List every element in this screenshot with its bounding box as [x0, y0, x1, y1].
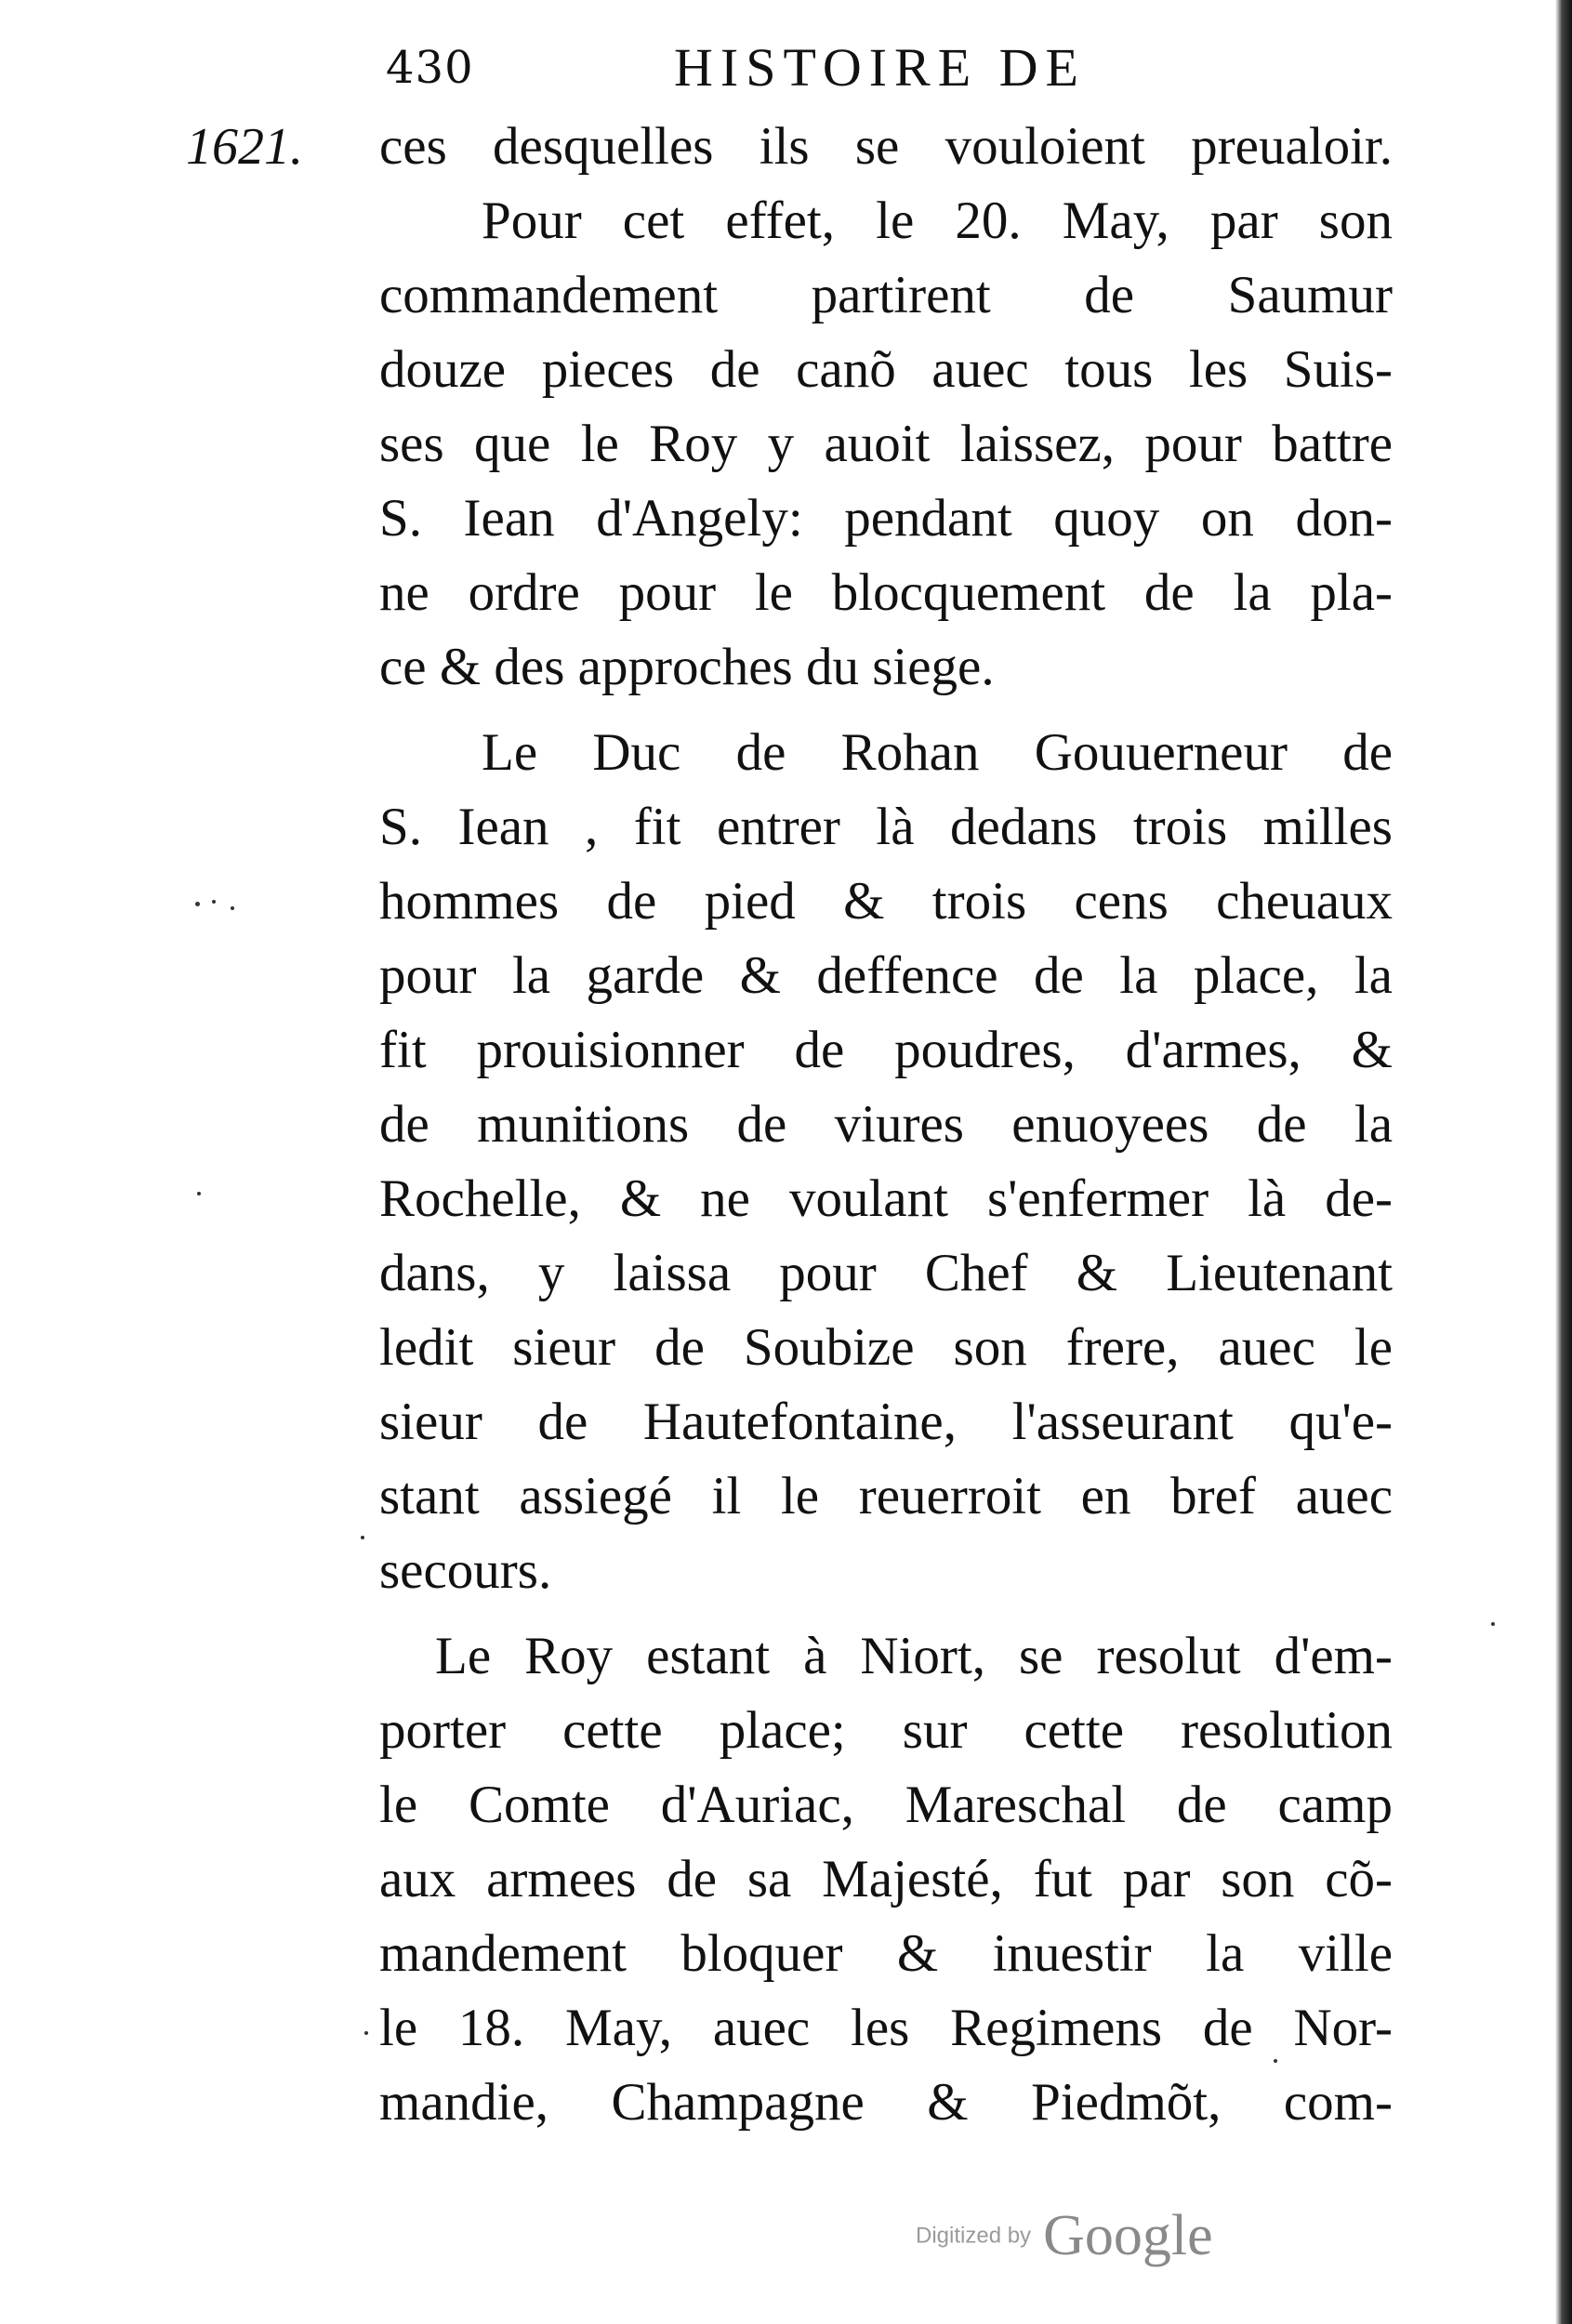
text-line: porter cette place; sur cette resolution — [379, 1701, 1393, 1760]
scan-speck — [197, 1192, 201, 1195]
running-title: HISTOIRE DE — [674, 37, 1086, 98]
text-line: mandement bloquer & inuestir la ville — [379, 1924, 1393, 1983]
text-line: le Comte d'Auriac, Mareschal de camp — [379, 1776, 1393, 1834]
digitized-label: Digitized by — [916, 2223, 1032, 2249]
text-line: aux armees de sa Majesté, fut par son cõ- — [379, 1850, 1393, 1908]
scan-speck — [195, 902, 200, 906]
text-line: ledit sieur de Soubize son frere, auec le — [379, 1318, 1393, 1377]
page-number: 430 — [386, 42, 474, 94]
text-line: le 18. May, auec les Regimens de Nor- — [379, 1999, 1393, 2057]
text-line: Le Roy estant à Niort, se resolut d'em- — [435, 1627, 1393, 1685]
text-line: pour la garde & deffence de la place, la — [379, 946, 1393, 1005]
text-line: hommes de pied & trois cens cheuaux — [379, 872, 1393, 931]
text-line: commandement partirent de Saumur — [379, 266, 1393, 324]
text-line: ses que le Roy y auoit laissez, pour battre — [379, 415, 1393, 473]
scan-speck — [361, 1536, 364, 1539]
body-text — [379, 110, 1393, 2140]
text-line: Rochelle, & ne voulant s'enfermer là de- — [379, 1169, 1393, 1228]
text-line: douze pieces de canõ auec tous les Suis- — [379, 340, 1393, 399]
text-line: Pour cet effet, le 20. May, par son — [482, 191, 1393, 250]
scan-speck — [364, 2031, 368, 2035]
text-line: ces desquelles ils se vouloient preualoir. — [379, 117, 1393, 176]
scan-speck — [1491, 1622, 1495, 1626]
text-line: S. Iean d'Angely: pendant quoy on don- — [379, 489, 1393, 548]
digitized-by-google-watermark — [916, 2203, 1213, 2278]
text-line: fit prouisionner de poudres, d'armes, & — [379, 1021, 1393, 1079]
text-line: mandie, Champagne & Piedmõt, com- — [379, 2073, 1393, 2132]
text-line: ne ordre pour le blocquement de la pla- — [379, 563, 1393, 622]
page-header — [386, 35, 1408, 100]
scan-speck — [212, 900, 216, 904]
text-line: de munitions de viures enuoyees de la — [379, 1095, 1393, 1154]
margin-year-note: 1621. — [186, 118, 303, 176]
paragraph-gap — [379, 1608, 1393, 1619]
text-line: sieur de Hautefontaine, l'asseurant qu'e- — [379, 1393, 1393, 1451]
text-line: secours. — [379, 1541, 552, 1600]
google-logo: Google — [1043, 2204, 1213, 2267]
paragraph-gap — [379, 705, 1393, 716]
scan-speck — [1274, 2059, 1277, 2063]
text-line: dans, y laissa pour Chef & Lieutenant — [379, 1244, 1393, 1302]
text-line: Le Duc de Rohan Gouuerneur de — [482, 723, 1393, 782]
scan-edge-shadow — [1555, 0, 1572, 2324]
scan-speck — [231, 906, 234, 910]
text-line: S. Iean , fit entrer là dedans trois milles — [379, 798, 1393, 856]
text-line: ce & des approches du siege. — [379, 638, 995, 696]
text-line: stant assiegé il le reuerroit en bref auec — [379, 1467, 1393, 1525]
